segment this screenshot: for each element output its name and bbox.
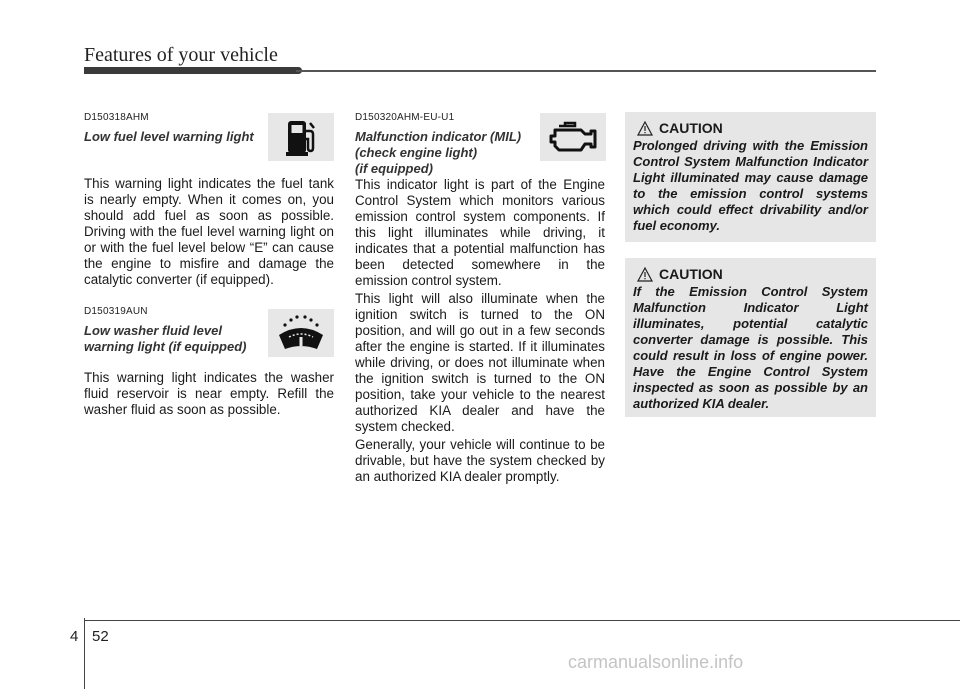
watermark: carmanualsonline.info	[568, 652, 744, 672]
caution-box-2	[625, 258, 876, 417]
section-title: Low fuel level warning light	[84, 129, 254, 144]
caution-text: If the Emission Control System Malfunction Indicator Light illuminates, potential catalytic converter damage is possible. This could result in loss of engine power. Have the Engine Control System inspected as soon as possible by an authorized KIA dealer.	[633, 284, 868, 411]
section-code: D150318AHM	[84, 112, 149, 123]
washer-fluid-body: This warning light indicates the washer fluid reservoir is near empty. Refill the washer fluid as soon as possible.	[84, 370, 334, 417]
page-number: 52	[92, 628, 109, 645]
warning-triangle-icon	[637, 121, 653, 136]
fuel-icon-box	[268, 113, 334, 161]
caution-title: CAUTION	[659, 120, 723, 136]
page-header-title: Features of your vehicle	[84, 44, 278, 66]
footer-divider	[84, 618, 85, 689]
footer-rule	[84, 620, 960, 621]
caution-header	[637, 120, 868, 136]
mil-paragraph-3: Generally, your vehicle will continue to be drivable, but have the system checked by an authorized KIA dealer promptly.	[355, 437, 605, 484]
section-title-line2: (check engine light)	[355, 145, 478, 160]
caution-header	[637, 266, 868, 282]
check-engine-icon-box	[540, 113, 606, 161]
mil-paragraph-1: This indicator light is part of the Engine Control System which monitors various emission control system components. If this light illuminates while driving, it indicates that a potential malfunction has been detected somewhere in the emission control system.	[355, 177, 605, 288]
mil-section	[355, 112, 540, 177]
chapter-number: 4	[70, 628, 79, 645]
section-title-line1: Low washer fluid level	[84, 323, 222, 338]
header-rule-thick	[84, 67, 302, 74]
section-code: D150319AUN	[84, 306, 148, 317]
section-title-line3: (if equipped)	[355, 161, 433, 176]
low-fuel-body: This warning light indicates the fuel tank is nearly empty. When it comes on, you should add fuel as soon as possible. Driving with the fuel level warning light on or with the fuel level below “E” can cause the engine to misfire and damage the catalytic converter (if equipped).	[84, 176, 334, 287]
warning-triangle-icon	[637, 267, 653, 282]
caution-text: Prolonged driving with the Emission Control System Malfunction Indicator Light illuminated may cause damage to the emission control systems which could effect drivability and/or fuel economy.	[633, 138, 868, 233]
caution-title: CAUTION	[659, 266, 723, 282]
washer-fluid-icon	[275, 313, 327, 353]
section-code: D150320AHM-EU-U1	[355, 112, 455, 123]
caution-box-1	[625, 112, 876, 242]
washer-icon-box	[268, 309, 334, 357]
mil-body	[355, 177, 605, 485]
fuel-pump-icon	[284, 117, 318, 157]
mil-paragraph-2: This light will also illuminate when the ignition switch is turned to the ON position, and will go out in a few seconds after the engine is started. If it illuminates while driving, or does not illuminate when the ignition switch is turned to the ON position, take your vehicle to the nearest authorized KIA dealer and have the system checked.	[355, 291, 605, 434]
check-engine-icon	[547, 120, 599, 154]
section-title-line2: warning light (if equipped)	[84, 339, 247, 354]
header-rule-thin	[296, 70, 876, 72]
section-title-line1: Malfunction indicator (MIL)	[355, 129, 522, 144]
washer-fluid-section	[84, 306, 284, 355]
